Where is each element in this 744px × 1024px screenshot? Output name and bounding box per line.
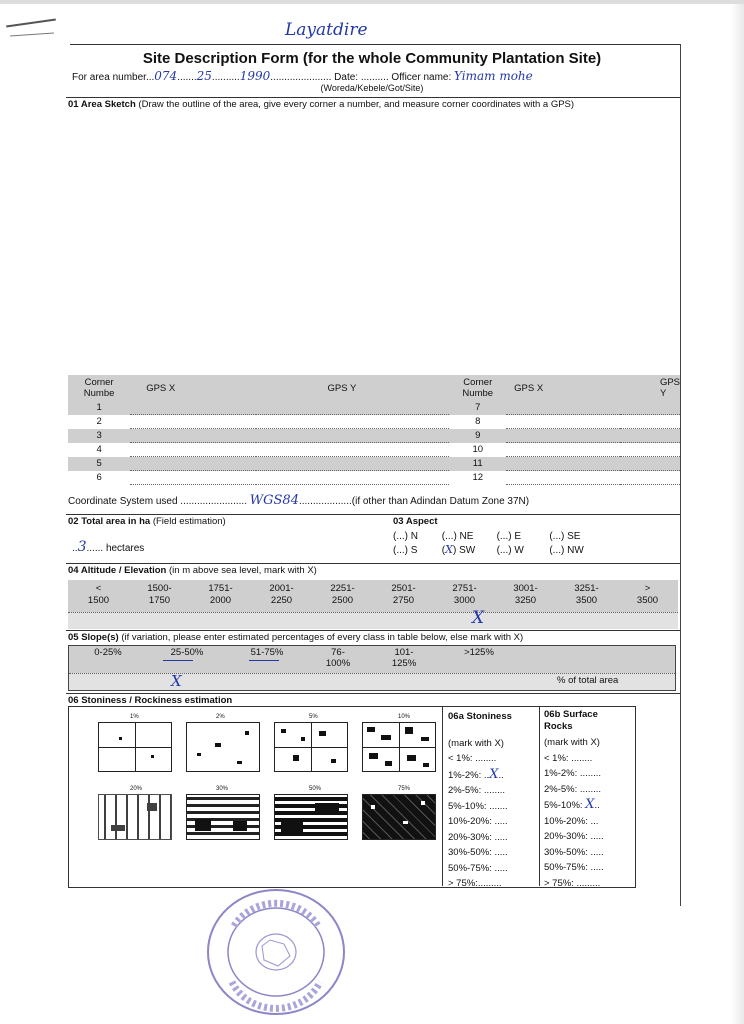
- altitude-hint: (in m above sea level, mark with X): [169, 565, 317, 576]
- pattern-box-4: [362, 722, 436, 772]
- total-area-label: 02 Total area in ha: [68, 516, 151, 527]
- coordinate-suffix: (if other than Adindan Datum Zone 37N): [351, 496, 530, 507]
- pattern-box-1: [98, 722, 172, 772]
- alt-class-8[interactable]: 3001- 3250: [513, 583, 538, 606]
- coordinate-system-row: Coordinate System used ........................ WGS84...................(if other than Adindan Datum Zone 37N): [68, 493, 530, 508]
- gps-row: 4 10: [68, 443, 680, 457]
- aspect-w[interactable]: (...) W: [496, 545, 524, 556]
- surface-rocks-item[interactable]: < 1%: ........: [544, 752, 593, 764]
- altitude-table: [68, 580, 678, 629]
- aspect-sw-mark: X: [445, 543, 453, 556]
- alt-class-10[interactable]: > 3500: [636, 583, 659, 606]
- stoniness-a-item[interactable]: > 75%:.........: [448, 878, 502, 889]
- area-label: For area number: [72, 72, 146, 83]
- pattern-label-3: 5%: [309, 714, 318, 720]
- stoniness-a-item[interactable]: 2%-5%: ........: [448, 785, 506, 796]
- slope-underline-2: [249, 660, 279, 661]
- scan-edge: [731, 0, 744, 1024]
- stoniness-col-divider: [442, 706, 443, 886]
- pattern-box-8: [362, 794, 436, 840]
- pattern-label-2: 2%: [216, 714, 225, 720]
- alt-class-9[interactable]: 3251- 3500: [574, 583, 599, 606]
- pattern-box-2: [186, 722, 260, 772]
- gps-row: 6 12: [68, 471, 680, 485]
- slope-class-2[interactable]: 25-50%: [170, 647, 204, 658]
- stoniness-a-item[interactable]: 50%-75%: .....: [448, 862, 508, 874]
- surface-rocks-title: 06b Surface Rocks: [544, 709, 598, 732]
- coordinate-label: Coordinate System used: [68, 496, 178, 507]
- stoniness-a: [448, 709, 538, 892]
- stoniness-a-sub: (mark with X): [448, 737, 504, 749]
- section-rule: [66, 563, 680, 564]
- slope-label: 05 Slope(s): [68, 632, 119, 643]
- woreda-caption: (Woreda/Kebele/Got/Site): [320, 83, 424, 93]
- area-value-3[interactable]: 1990: [239, 69, 271, 83]
- pattern-label-1: 1%: [130, 714, 139, 720]
- surface-rocks-item[interactable]: 10%-20%: ...: [544, 815, 599, 827]
- stoniness-a-item[interactable]: 20%-30%: .....: [448, 831, 508, 843]
- aspect-nw[interactable]: (...) NW: [549, 545, 584, 556]
- pattern-label-8: 75%: [398, 786, 411, 792]
- area-sketch-label: 01 Area Sketch: [68, 99, 136, 110]
- alt-class-6[interactable]: 2501- 2750: [391, 583, 416, 606]
- altitude-mark: X: [472, 608, 485, 628]
- gps-table: [68, 375, 680, 485]
- alt-class-5[interactable]: 2251- 2500: [330, 583, 355, 606]
- scan-top-border: [0, 0, 744, 4]
- stoniness-a-item[interactable]: 1%-2%: ..X..: [448, 766, 504, 782]
- gps-col-x-2: GPS X: [514, 382, 544, 394]
- gps-header-row: [68, 375, 680, 401]
- altitude-answer-row: [68, 612, 678, 629]
- aspect-ne[interactable]: (...) NE: [441, 531, 474, 542]
- coordinate-value[interactable]: WGS84: [249, 493, 299, 508]
- section-rule: [66, 514, 680, 515]
- slope-class-5[interactable]: 101- 125%: [391, 647, 417, 669]
- gps-row: 5 11: [68, 457, 680, 471]
- slope-total-label: % of total area: [557, 675, 619, 686]
- slope-hint: (if variation, please enter estimated percentages of every class in table below, else mark with X): [121, 632, 524, 643]
- gps-col-x: GPS X: [146, 382, 176, 394]
- aspect-sw[interactable]: (X) SW: [441, 543, 476, 556]
- aspect-e[interactable]: (...) E: [496, 531, 522, 542]
- slope-underline-1: [163, 660, 193, 661]
- area-sketch-header: [68, 99, 680, 110]
- stoniness-a-item[interactable]: 5%-10%: .......: [448, 800, 508, 812]
- slope-mark: X: [171, 672, 182, 690]
- alt-class-1[interactable]: < 1500: [87, 583, 110, 606]
- scan-mark: [6, 19, 56, 28]
- stoniness-a-item[interactable]: 30%-50%: .....: [448, 847, 508, 858]
- aspect-label: 03 Aspect: [393, 516, 438, 527]
- stoniness-patterns: [68, 706, 442, 886]
- section-rule: [66, 693, 680, 694]
- total-area-header: [68, 516, 226, 527]
- top-rule: [70, 44, 680, 45]
- total-area-value[interactable]: 3: [77, 539, 87, 555]
- area-value-1[interactable]: 074: [154, 69, 178, 83]
- officer-value[interactable]: Yimam mohe: [454, 69, 533, 83]
- section-rule: [66, 630, 680, 631]
- surface-rocks-item[interactable]: 5%-10%: X..: [544, 797, 600, 812]
- pattern-box-5: [98, 794, 172, 840]
- pattern-label-6: 30%: [216, 786, 229, 792]
- aspect-s[interactable]: (...) S: [393, 545, 418, 556]
- handwritten-header: Layatdire: [285, 20, 368, 40]
- area-sketch-canvas[interactable]: [68, 112, 680, 374]
- pattern-label-7: 50%: [309, 786, 322, 792]
- scan-mark: [10, 32, 54, 36]
- slope-header: [68, 632, 680, 643]
- surface-rocks-item[interactable]: > 75%: .........: [544, 877, 601, 889]
- total-area-unit: hectares: [105, 543, 145, 554]
- pattern-label-5: 20%: [130, 786, 143, 792]
- surface-rocks-item[interactable]: 30%-50%: .....: [544, 846, 604, 858]
- stoniness-a-item[interactable]: < 1%: ........: [448, 753, 497, 764]
- area-value-2[interactable]: 25: [196, 69, 212, 83]
- slope-class-1[interactable]: 0-25%: [94, 647, 122, 658]
- slope-class-3[interactable]: 51-75%: [250, 647, 284, 658]
- surface-rocks-item[interactable]: 50%-75%: .....: [544, 862, 604, 873]
- pattern-box-6: [186, 794, 260, 840]
- form-title: Site Description Form (for the whole Community Plantation Site): [142, 50, 602, 67]
- alt-class-4[interactable]: 2001- 2250: [269, 583, 294, 606]
- area-sketch-hint: (Draw the outline of the area, give every corner a number, and measure corner coordinates with a GPS): [138, 99, 575, 110]
- surface-rocks-item[interactable]: 1%-2%: ........: [544, 768, 602, 779]
- gps-col-corner-2: Corner Numbe: [462, 377, 494, 399]
- right-margin-rule: [680, 44, 681, 906]
- officer-label: Officer name:: [391, 72, 452, 83]
- slope-table: [68, 645, 676, 691]
- pattern-box-3: [274, 722, 348, 772]
- alt-class-3[interactable]: 1751- 2000: [208, 583, 233, 606]
- area-row: For area number...074.......25..........1990...................... Date: .......... Officer name: Yimam mohe: [72, 69, 533, 83]
- surface-rocks-item[interactable]: 2%-5%: ........: [544, 783, 602, 795]
- slope-class-4[interactable]: 76- 100%: [325, 647, 351, 669]
- gps-col-y-2: GPS Y: [659, 377, 680, 399]
- total-area-row: ..3...... hectares: [72, 539, 145, 555]
- gps-row: 3 9: [68, 429, 680, 443]
- date-label: Date:: [334, 72, 359, 83]
- aspect-n[interactable]: (...) N: [393, 531, 418, 542]
- pattern-box-7: [274, 794, 348, 840]
- gps-row: 1 7: [68, 401, 680, 415]
- gps-row: 2 8: [68, 415, 680, 429]
- gps-col-corner: Corner Numbe: [83, 377, 115, 399]
- altitude-classes-row: [68, 580, 678, 610]
- total-area-hint: (Field estimation): [152, 516, 226, 527]
- aspect-options: [393, 530, 584, 557]
- stoniness-col-divider-2: [539, 706, 540, 886]
- slope-class-6[interactable]: >125%: [464, 647, 494, 658]
- gps-col-y: GPS Y: [327, 382, 357, 394]
- stoniness-a-item[interactable]: 10%-20%: .....: [448, 816, 508, 827]
- alt-class-7[interactable]: 2751- 3000: [452, 583, 477, 606]
- alt-class-2[interactable]: 1500- 1750: [147, 583, 172, 606]
- altitude-label: 04 Altitude / Elevation: [68, 565, 167, 576]
- stoniness-a-title: 06a Stoniness: [448, 711, 512, 722]
- pattern-label-4: 10%: [398, 714, 411, 720]
- surface-rocks-item[interactable]: 20%-30%: .....: [544, 831, 604, 842]
- altitude-header: [68, 565, 317, 576]
- section-rule: [66, 97, 680, 98]
- aspect-se[interactable]: (...) SE: [549, 531, 581, 542]
- stoniness-header: 06 Stoniness / Rockiness estimation: [68, 695, 233, 706]
- surface-rocks-b: [544, 709, 634, 891]
- surface-rocks-sub: (mark with X): [544, 737, 600, 748]
- official-stamp-seal: [204, 886, 350, 1016]
